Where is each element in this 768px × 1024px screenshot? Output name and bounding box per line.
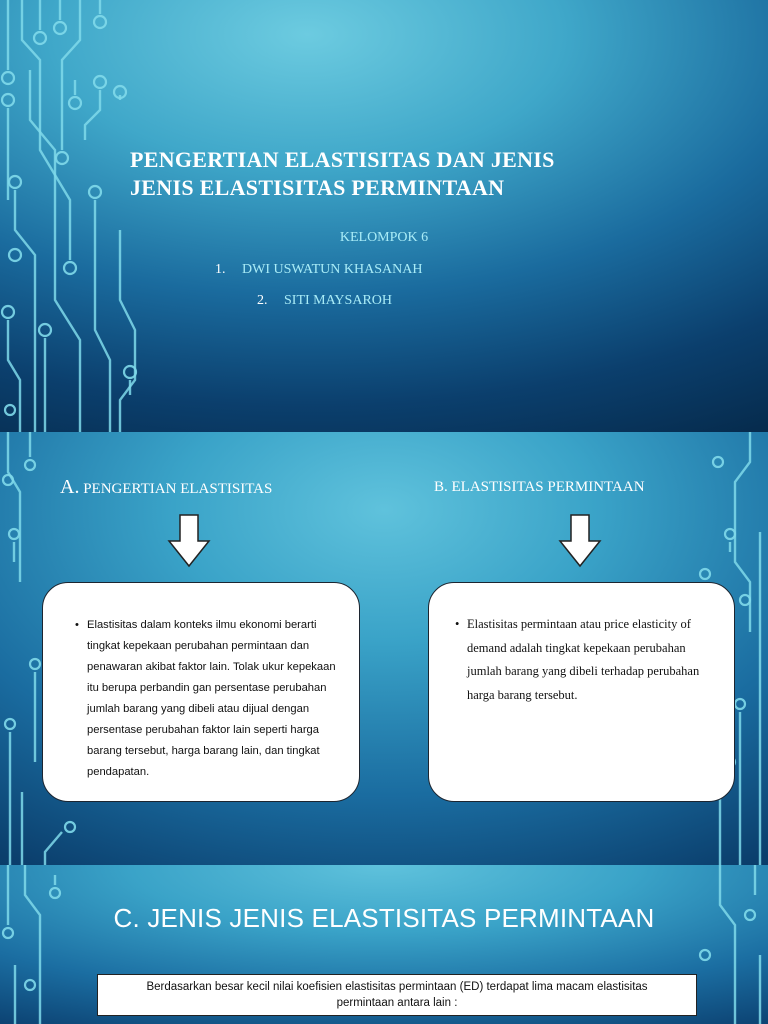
title-line-1: PENGERTIAN ELASTISITAS DAN JENIS — [130, 147, 555, 172]
slide-title — [130, 146, 690, 202]
bullet-icon: • — [455, 617, 460, 631]
list-item — [455, 613, 720, 707]
circuit-decoration-left — [0, 0, 150, 432]
definition-slide — [0, 432, 768, 865]
definition-box-b — [428, 582, 735, 802]
title-line-2: JENIS ELASTISITAS PERMINTAAN — [130, 175, 505, 200]
circuit-decoration-left — [0, 865, 80, 1024]
bullet-list — [453, 613, 720, 707]
definition-text: Elastisitas permintaan atau price elasticity of demand adalah tingkat kepekaan perubahan jumlah barang yang dibeli terhadap perubahan harga barang tersebut. — [467, 617, 700, 702]
member-number: 1. — [215, 262, 226, 277]
group-label: KELOMPOK 6 — [339, 230, 429, 245]
definition-box-a — [42, 582, 360, 802]
list-item — [75, 615, 343, 783]
heading-a-letter: A. — [60, 476, 80, 498]
heading-b: B. ELASTISITAS PERMINTAAN — [434, 479, 645, 495]
heading-a-text: PENGERTIAN ELASTISITAS — [79, 481, 273, 497]
bullet-icon: • — [75, 619, 79, 631]
down-arrow-icon — [167, 514, 211, 568]
member-number: 2. — [257, 293, 268, 308]
heading-a — [60, 476, 272, 499]
member-name: SITI MAYSAROH — [284, 293, 393, 308]
member-name: DWI USWATUN KHASANAH — [242, 262, 423, 277]
intro-text-box — [97, 974, 697, 1016]
down-arrow-icon — [558, 514, 602, 568]
types-slide — [0, 865, 768, 1024]
circuit-decoration-right — [690, 865, 768, 1024]
intro-text-line-2: permintaan antara lain : — [336, 997, 458, 1009]
intro-text-line-1: Berdasarkan besar kecil nilai koefisien elastisitas permintaan (ED) terdapat lima macam elastisitas — [146, 981, 648, 993]
bullet-list — [73, 615, 343, 783]
slide-title: C. JENIS JENIS ELASTISITAS PERMINTAAN — [113, 903, 655, 933]
definition-text: Elastisitas dalam konteks ilmu ekonomi berarti tingkat kepekaan perubahan permintaan dan penawaran akibat faktor lain. Tolak ukur kepekaan itu berupa perbandin gan persentase perubahan jumlah barang yang dibeli atau dijual dengan persentase perubahan faktor lain seperti harga barang tersebut, harga barang lain, dan tingkat pendapatan. — [87, 619, 336, 778]
title-slide — [0, 0, 768, 432]
